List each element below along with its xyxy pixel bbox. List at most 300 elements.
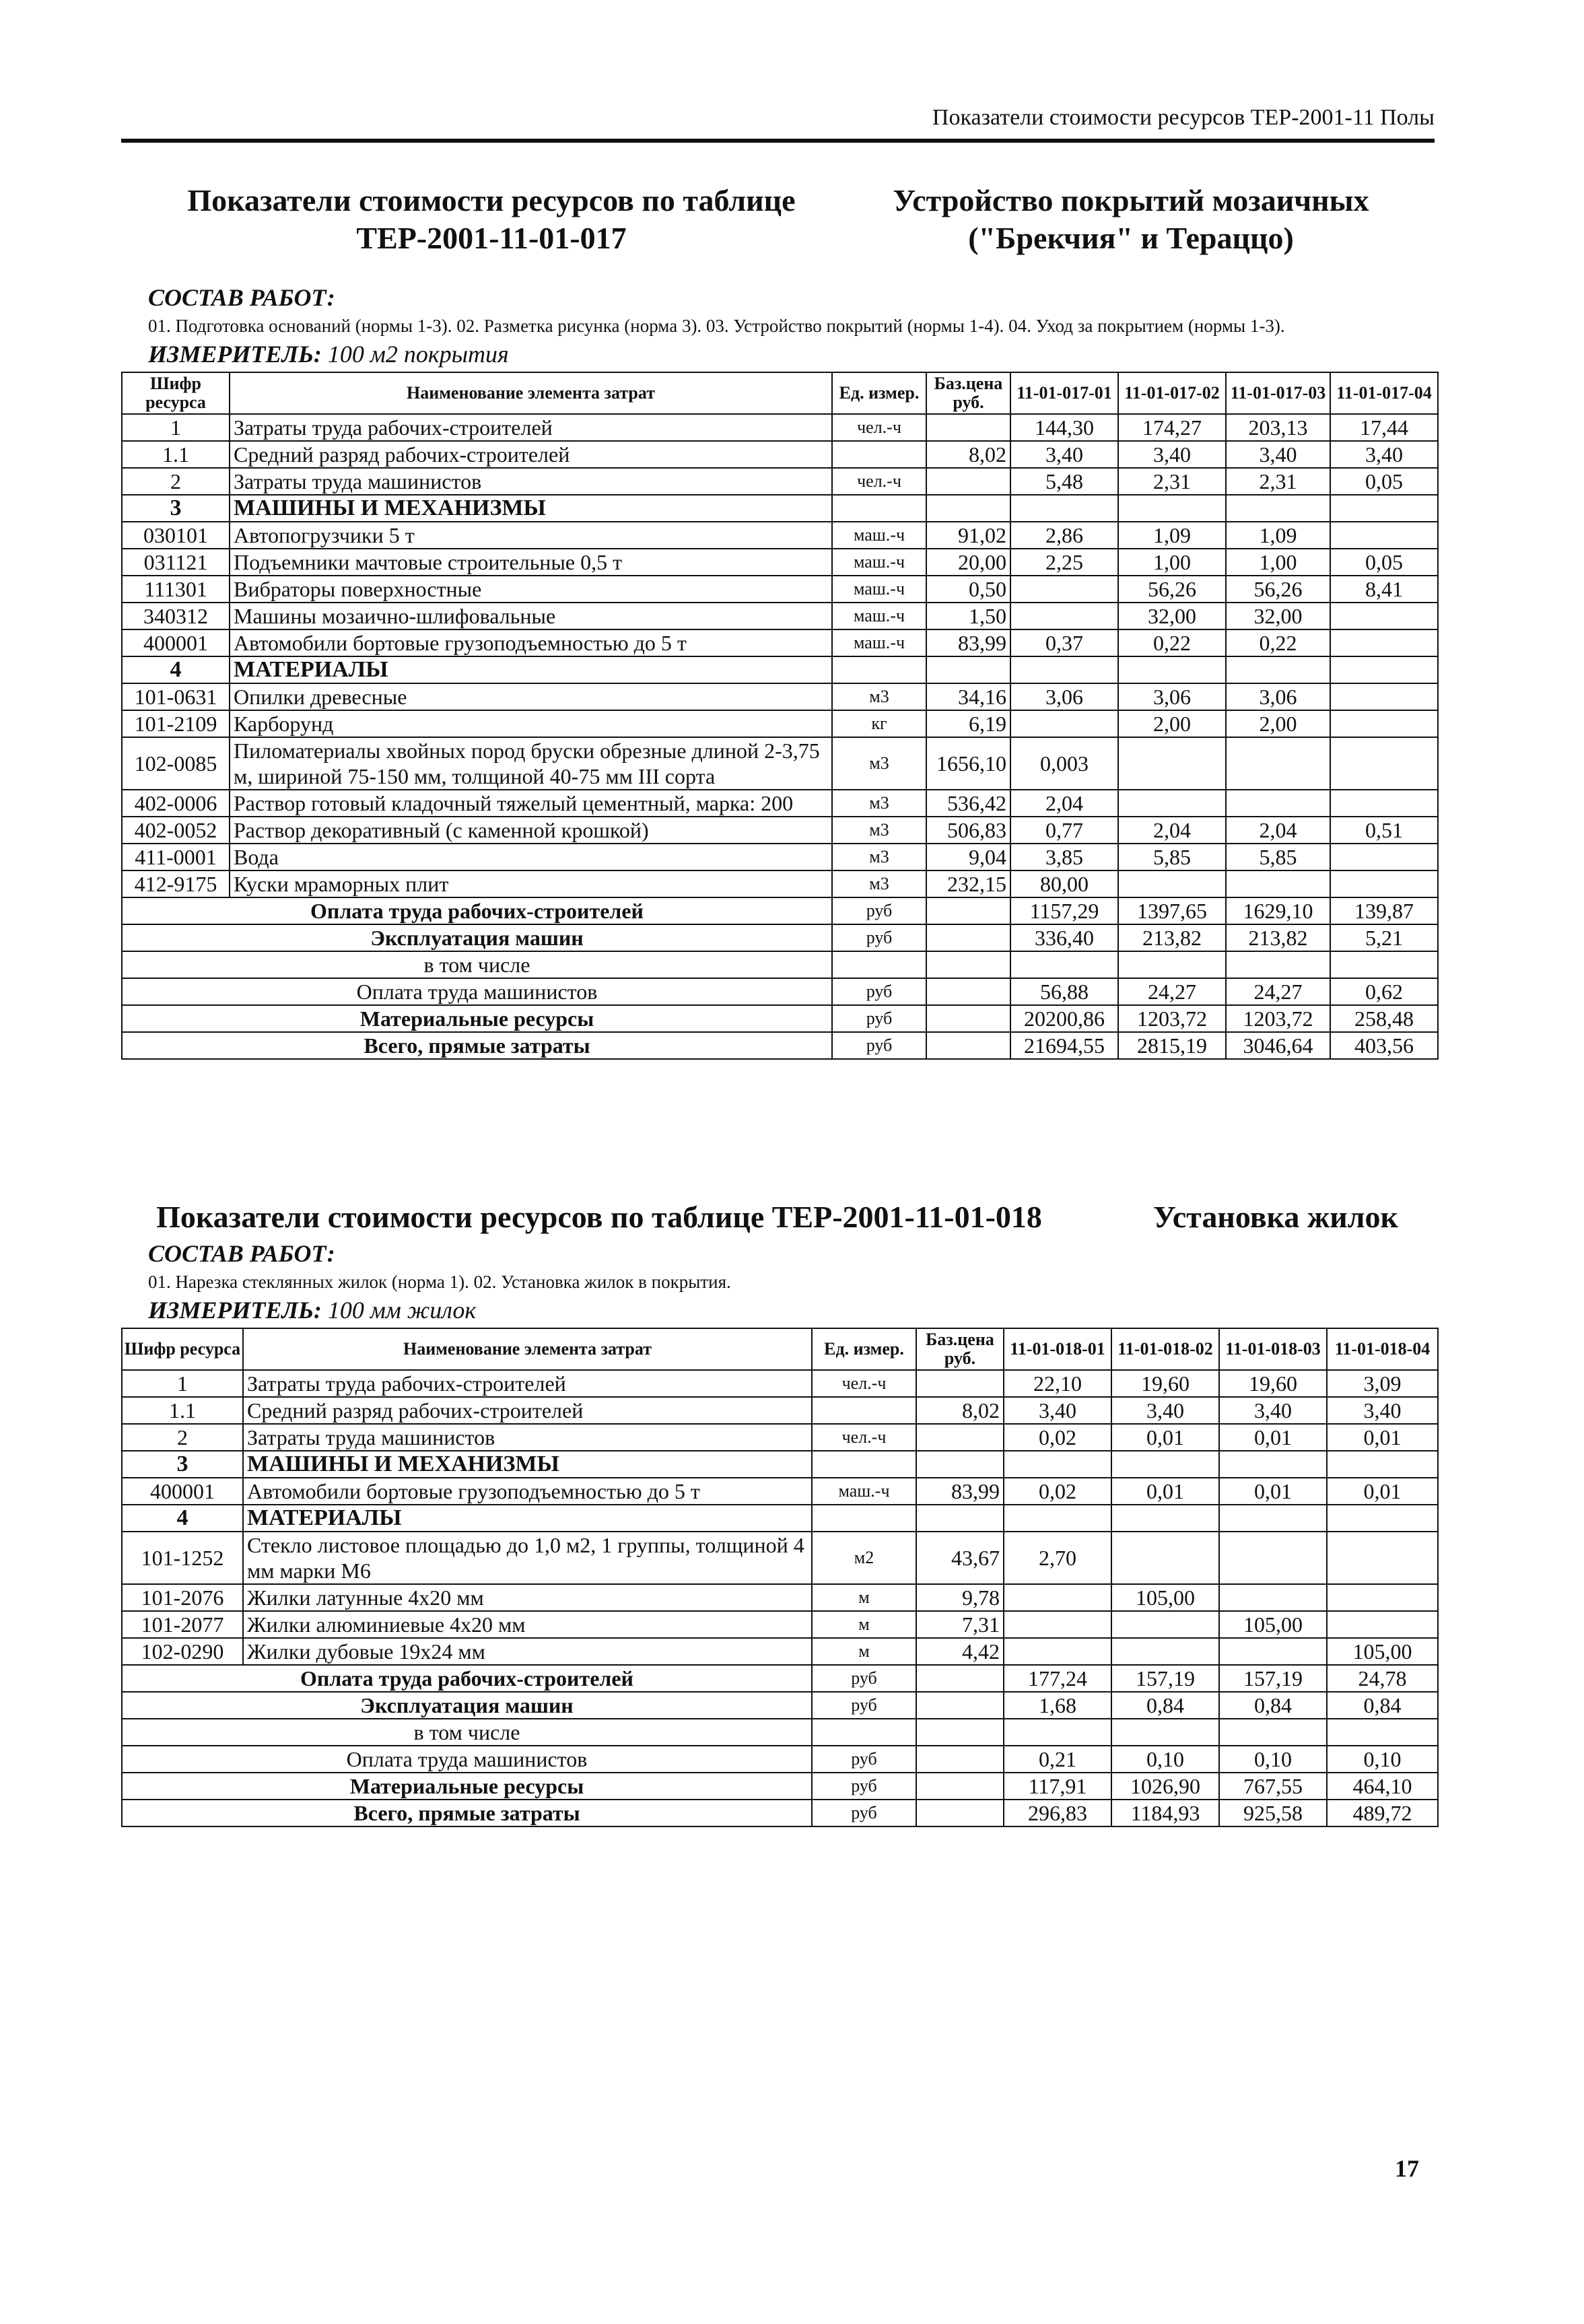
base-price-cell [926,978,1010,1005]
summary-label: Эксплуатация машин [122,1692,812,1719]
base-price-cell [916,1746,1004,1773]
measure-line [148,1295,1437,1325]
resource-code: 102-0085 [122,737,230,790]
value-cell: 0,01 [1111,1478,1219,1505]
value-cell: 1,09 [1226,522,1330,549]
unit-cell: чел.-ч [832,468,926,495]
resource-code: 2 [122,468,230,495]
measure-value: 100 м2 покрытия [327,341,509,368]
base-price-cell [926,656,1010,683]
value-cell: 0,37 [1010,629,1118,656]
unit-cell: руб [812,1773,916,1800]
table-row [122,1424,1438,1451]
resource-code: 402-0006 [122,790,230,817]
value-cell: 174,27 [1118,414,1226,441]
table-row [122,441,1438,468]
value-cell [1327,1505,1438,1532]
column-header: 11-01-017-03 [1226,372,1330,414]
base-price-cell [926,1005,1010,1032]
base-price-cell: 4,42 [916,1638,1004,1665]
value-cell: 3,06 [1010,683,1118,710]
column-header: Баз.цена руб. [926,372,1010,414]
table-row [122,1370,1438,1397]
base-price-cell: 83,99 [916,1478,1004,1505]
unit-cell: руб [832,1005,926,1032]
value-cell: 139,87 [1330,897,1438,924]
value-cell: 80,00 [1010,870,1118,897]
unit-cell [812,1397,916,1424]
resource-name: Подъемники мачтовые строительные 0,5 т [230,549,832,576]
value-cell [1330,737,1438,790]
group-row [122,656,1438,683]
unit-cell: руб [832,924,926,951]
value-cell [1330,951,1438,978]
value-cell: 925,58 [1219,1800,1327,1826]
table-row [122,710,1438,737]
value-cell [1219,1451,1327,1478]
table-row [122,576,1438,603]
base-price-cell [926,1032,1010,1059]
value-cell: 0,84 [1327,1692,1438,1719]
group-row [122,1451,1438,1478]
unit-cell [832,951,926,978]
base-price-cell: 0,50 [926,576,1010,603]
value-cell: 1629,10 [1226,897,1330,924]
value-cell: 56,26 [1226,576,1330,603]
value-cell [1118,870,1226,897]
value-cell [1330,710,1438,737]
value-cell: 5,85 [1226,844,1330,870]
column-header: Ед. измер. [812,1328,916,1370]
value-cell: 3,40 [1219,1397,1327,1424]
table-row [122,1584,1438,1611]
resource-code: 2 [122,1424,243,1451]
value-cell: 0,22 [1118,629,1226,656]
value-cell: 1397,65 [1118,897,1226,924]
summary-label: Оплата труда рабочих-строителей [122,897,832,924]
value-cell [1111,1611,1219,1638]
unit-cell: руб [812,1800,916,1826]
base-price-cell: 34,16 [926,683,1010,710]
base-price-cell: 8,02 [916,1397,1004,1424]
resource-name: Затраты труда машинистов [230,468,832,495]
value-cell: 3,40 [1330,441,1438,468]
value-cell: 24,27 [1226,978,1330,1005]
table-title: Показатели стоимости ресурсов по таблице ТЕР-2001-11-01-017 [187,183,796,255]
value-cell: 0,02 [1004,1478,1111,1505]
resource-name: МАШИНЫ И МЕХАНИЗМЫ [243,1451,812,1478]
resource-code: 111301 [122,576,230,603]
value-cell: 403,56 [1330,1032,1438,1059]
column-header: 11-01-017-04 [1330,372,1438,414]
value-cell: 19,60 [1111,1370,1219,1397]
summary-row [122,924,1438,951]
value-cell: 5,21 [1330,924,1438,951]
value-cell [1010,951,1118,978]
summary-row [122,1692,1438,1719]
value-cell [1118,737,1226,790]
table-row [122,817,1438,844]
value-cell: 3,06 [1226,683,1330,710]
value-cell [1226,656,1330,683]
resource-table [121,1328,1439,1827]
unit-cell: м3 [832,870,926,897]
unit-cell: м3 [832,683,926,710]
unit-cell: чел.-ч [812,1370,916,1397]
value-cell [1327,1611,1438,1638]
value-cell: 3,40 [1004,1397,1111,1424]
value-cell: 105,00 [1219,1611,1327,1638]
unit-cell [832,656,926,683]
resource-code: 101-0631 [122,683,230,710]
base-price-cell [916,1424,1004,1451]
table-row [122,468,1438,495]
column-header: Баз.цена руб. [916,1328,1004,1370]
value-cell [1004,1505,1111,1532]
resource-name: Затраты труда рабочих-строителей [243,1370,812,1397]
unit-cell: руб [812,1665,916,1692]
value-cell: 3,40 [1327,1397,1438,1424]
value-cell: 2,04 [1226,817,1330,844]
value-cell: 0,01 [1219,1424,1327,1451]
unit-cell: м3 [832,844,926,870]
resource-code: 412-9175 [122,870,230,897]
measure-line [148,339,1437,369]
table-title: Показатели стоимости ресурсов по таблице ТЕР-2001-11-01-018 [156,1200,1042,1234]
value-cell [1111,1719,1219,1746]
value-cell: 17,44 [1330,414,1438,441]
unit-cell [812,1505,916,1532]
value-cell: 213,82 [1118,924,1226,951]
value-cell: 0,01 [1111,1424,1219,1451]
resource-code: 101-1252 [122,1532,243,1584]
composition-label: СОСТАВ РАБОТ: [148,284,335,311]
table-row [122,790,1438,817]
resource-code: 101-2076 [122,1584,243,1611]
value-cell [1330,629,1438,656]
value-cell [1226,495,1330,522]
unit-cell: кг [832,710,926,737]
value-cell: 3,06 [1118,683,1226,710]
resource-name: МАТЕРИАЛЫ [243,1505,812,1532]
value-cell: 2,04 [1010,790,1118,817]
base-price-cell: 1656,10 [926,737,1010,790]
resource-code: 4 [122,656,230,683]
resource-code: 1 [122,1370,243,1397]
value-cell [1327,1532,1438,1584]
value-cell [1219,1719,1327,1746]
summary-row [122,1773,1438,1800]
table-row [122,683,1438,710]
base-price-cell: 8,02 [926,441,1010,468]
unit-cell: маш.-ч [832,629,926,656]
running-header [121,101,1435,143]
value-cell [1118,951,1226,978]
base-price-cell: 7,31 [916,1611,1004,1638]
value-cell: 2815,19 [1118,1032,1226,1059]
resource-name: Средний разряд рабочих-строителей [230,441,832,468]
column-header: 11-01-017-01 [1010,372,1118,414]
composition-text: 01. Нарезка стеклянных жилок (норма 1). 02. Установка жилок в покрытия. [148,1272,731,1292]
value-cell: 0,003 [1010,737,1118,790]
resource-code: 102-0290 [122,1638,243,1665]
base-price-cell [916,1719,1004,1746]
value-cell [1010,495,1118,522]
column-header: Ед. измер. [832,372,926,414]
resource-code: 340312 [122,603,230,629]
value-cell [1010,710,1118,737]
unit-cell: маш.-ч [832,522,926,549]
summary-label: в том числе [122,951,832,978]
value-cell: 5,85 [1118,844,1226,870]
summary-row [122,1032,1438,1059]
column-header: Наименование элемента затрат [230,372,832,414]
value-cell [1219,1532,1327,1584]
value-cell: 0,62 [1330,978,1438,1005]
value-cell [1010,576,1118,603]
resource-name: Жилки латунные 4х20 мм [243,1584,812,1611]
base-price-cell: 91,02 [926,522,1010,549]
summary-row [122,1800,1438,1826]
column-header: 11-01-017-02 [1118,372,1226,414]
resource-name: Жилки дубовые 19х24 мм [243,1638,812,1665]
resource-name: Машины мозаично-шлифовальные [230,603,832,629]
value-cell [1219,1505,1327,1532]
value-cell [1111,1638,1219,1665]
value-cell: 1203,72 [1118,1005,1226,1032]
table-row [122,414,1438,441]
value-cell: 3,85 [1010,844,1118,870]
unit-cell: маш.-ч [832,549,926,576]
value-cell [1219,1584,1327,1611]
base-price-cell: 20,00 [926,549,1010,576]
value-cell: 213,82 [1226,924,1330,951]
value-cell: 0,05 [1330,549,1438,576]
resource-name: Вибраторы поверхностные [230,576,832,603]
value-cell: 1,09 [1118,522,1226,549]
resource-code: 1 [122,414,230,441]
running-title: Показатели стоимости ресурсов ТЕР-2001-11 Полы [932,105,1435,130]
column-header: 11-01-018-02 [1111,1328,1219,1370]
unit-cell: м [812,1611,916,1638]
value-cell [1111,1505,1219,1532]
table-subtitle: Установка жилок [1152,1200,1399,1234]
unit-cell: маш.-ч [832,603,926,629]
value-cell: 0,02 [1004,1424,1111,1451]
value-cell [1327,1451,1438,1478]
resource-name: Куски мраморных плит [230,870,832,897]
summary-row [122,897,1438,924]
column-header: Шифр ресурса [122,372,230,414]
value-cell: 0,10 [1111,1746,1219,1773]
base-price-cell [926,951,1010,978]
resource-name: Автомобили бортовые грузоподъемностью до 5 т [243,1478,812,1505]
value-cell: 1184,93 [1111,1800,1219,1826]
value-cell: 2,86 [1010,522,1118,549]
value-cell: 3,09 [1327,1370,1438,1397]
value-cell: 2,04 [1118,817,1226,844]
measure-label: ИЗМЕРИТЕЛЬ: [148,1297,322,1324]
base-price-cell: 232,15 [926,870,1010,897]
measure-value: 100 мм жилок [327,1297,477,1324]
value-cell [1118,790,1226,817]
resource-name: Затраты труда машинистов [243,1424,812,1451]
value-cell: 3,40 [1118,441,1226,468]
base-price-cell: 1,50 [926,603,1010,629]
resource-code: 402-0052 [122,817,230,844]
value-cell: 0,10 [1219,1746,1327,1773]
value-cell [1330,683,1438,710]
column-header: Шифр ресурса [122,1328,243,1370]
value-cell: 767,55 [1219,1773,1327,1800]
base-price-cell: 9,78 [916,1584,1004,1611]
value-cell: 2,31 [1226,468,1330,495]
value-cell [1118,495,1226,522]
resource-name: МАШИНЫ И МЕХАНИЗМЫ [230,495,832,522]
resource-name: Карборунд [230,710,832,737]
value-cell: 1,68 [1004,1692,1111,1719]
table-row [122,1478,1438,1505]
value-cell: 24,78 [1327,1665,1438,1692]
summary-label: Материальные ресурсы [122,1773,812,1800]
base-price-cell [916,1505,1004,1532]
resource-code: 3 [122,1451,243,1478]
value-cell: 258,48 [1330,1005,1438,1032]
value-cell: 0,10 [1327,1746,1438,1773]
resource-code: 101-2109 [122,710,230,737]
table-header-row [122,1328,1438,1370]
value-cell: 105,00 [1111,1584,1219,1611]
summary-label: Всего, прямые затраты [122,1032,832,1059]
value-cell: 2,70 [1004,1532,1111,1584]
value-cell: 5,48 [1010,468,1118,495]
value-cell [1111,1532,1219,1584]
value-cell: 157,19 [1219,1665,1327,1692]
unit-cell: маш.-ч [812,1478,916,1505]
table-row [122,1611,1438,1638]
unit-cell [832,495,926,522]
resource-name: Пиломатериалы хвойных пород бруски обрезные длиной 2-3,75 м, шириной 75-150 мм, толщиной 40-75 мм III сорта [230,737,832,790]
resource-name: Жилки алюминиевые 4х20 мм [243,1611,812,1638]
section-table-017 [121,182,1437,1060]
value-cell: 3046,64 [1226,1032,1330,1059]
table-row [122,522,1438,549]
summary-label: Оплата труда машинистов [122,1746,812,1773]
value-cell: 0,01 [1327,1424,1438,1451]
value-cell: 24,27 [1118,978,1226,1005]
page-number: 17 [1395,2155,1419,2182]
value-cell [1226,737,1330,790]
table-row [122,1532,1438,1584]
resource-code: 3 [122,495,230,522]
value-cell: 0,84 [1219,1692,1327,1719]
value-cell: 1157,29 [1010,897,1118,924]
resource-name: Автопогрузчики 5 т [230,522,832,549]
value-cell: 144,30 [1010,414,1118,441]
base-price-cell [916,1451,1004,1478]
table-subtitle: Устройство покрытий мозаичных ("Брекчия" и Тераццо) [893,183,1369,255]
composition-text: 01. Подготовка оснований (нормы 1-3). 02. Разметка рисунка (норма 3). 03. Устройство покрытий (нормы 1-4). 04. Уход за покрытием (нормы 1-3). [148,316,1285,336]
value-cell: 32,00 [1118,603,1226,629]
value-cell: 117,91 [1004,1773,1111,1800]
value-cell: 1,00 [1118,549,1226,576]
resource-name: Затраты труда рабочих-строителей [230,414,832,441]
table-row [122,737,1438,790]
value-cell [1004,1611,1111,1638]
value-cell: 2,31 [1118,468,1226,495]
unit-cell: руб [812,1692,916,1719]
value-cell [1226,870,1330,897]
resource-code: 030101 [122,522,230,549]
value-cell: 157,19 [1111,1665,1219,1692]
table-row [122,629,1438,656]
unit-cell: чел.-ч [832,414,926,441]
resource-code: 101-2077 [122,1611,243,1638]
summary-label: Оплата труда машинистов [122,978,832,1005]
base-price-cell [926,468,1010,495]
table-row [122,844,1438,870]
value-cell: 296,83 [1004,1800,1111,1826]
table-row [122,603,1438,629]
value-cell [1004,1638,1111,1665]
value-cell: 0,77 [1010,817,1118,844]
base-price-cell [916,1665,1004,1692]
value-cell [1330,495,1438,522]
summary-row [122,978,1438,1005]
value-cell: 2,25 [1010,549,1118,576]
resource-code: 031121 [122,549,230,576]
base-price-cell: 536,42 [926,790,1010,817]
measure-label: ИЗМЕРИТЕЛЬ: [148,341,322,368]
unit-cell: руб [832,978,926,1005]
unit-cell [832,441,926,468]
value-cell [1004,1584,1111,1611]
value-cell [1330,790,1438,817]
value-cell: 2,00 [1118,710,1226,737]
value-cell: 0,84 [1111,1692,1219,1719]
value-cell [1219,1638,1327,1665]
base-price-cell [926,495,1010,522]
value-cell: 177,24 [1004,1665,1111,1692]
table-row [122,870,1438,897]
section-table-018 [121,1198,1437,1827]
value-cell: 0,21 [1004,1746,1111,1773]
resource-code: 1.1 [122,441,230,468]
column-header: 11-01-018-04 [1327,1328,1438,1370]
group-row [122,1505,1438,1532]
resource-name: Автомобили бортовые грузоподъемностью до 5 т [230,629,832,656]
value-cell: 20200,86 [1010,1005,1118,1032]
base-price-cell: 43,67 [916,1532,1004,1584]
unit-cell [812,1451,916,1478]
value-cell: 0,22 [1226,629,1330,656]
value-cell: 489,72 [1327,1800,1438,1826]
table-row [122,1397,1438,1424]
resource-code: 411-0001 [122,844,230,870]
value-cell: 0,51 [1330,817,1438,844]
summary-label: Всего, прямые затраты [122,1800,812,1826]
value-cell [1118,656,1226,683]
value-cell [1004,1719,1111,1746]
value-cell: 464,10 [1327,1773,1438,1800]
value-cell [1330,603,1438,629]
resource-name: Вода [230,844,832,870]
value-cell: 8,41 [1330,576,1438,603]
base-price-cell: 506,83 [926,817,1010,844]
base-price-cell [926,414,1010,441]
value-cell [1226,790,1330,817]
value-cell: 19,60 [1219,1370,1327,1397]
